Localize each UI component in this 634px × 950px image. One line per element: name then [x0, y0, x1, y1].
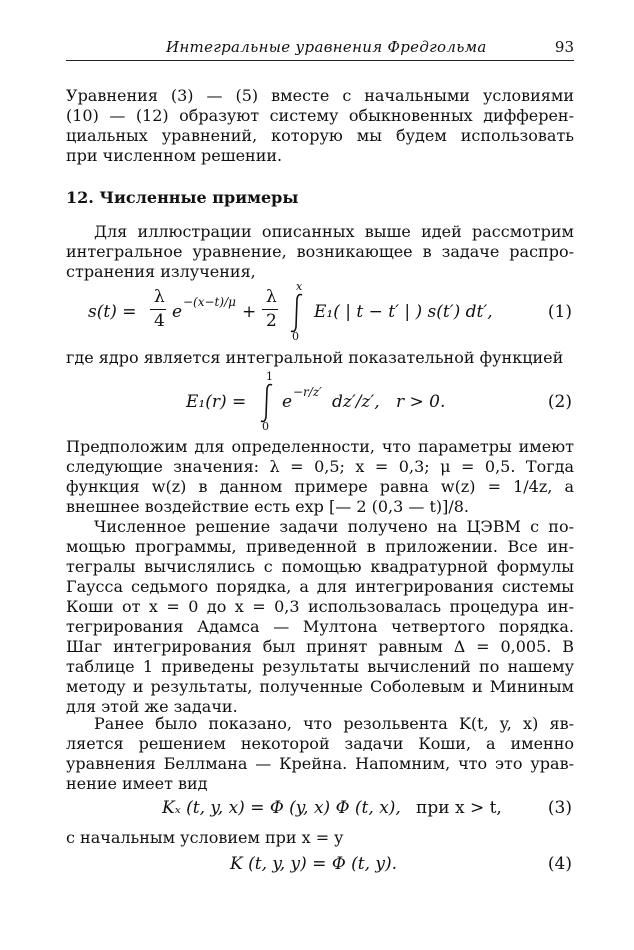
fraction-bar: [262, 309, 278, 310]
running-title: Интегральные уравнения Фредгольма: [166, 38, 487, 56]
eq1-number: (1): [547, 302, 572, 322]
text-line: Гаусса седьмого порядка, а для интегрирования системы: [66, 577, 574, 596]
text-line: Ранее было показано, что резольвента K(t, y, x) яв-: [94, 714, 574, 733]
eq2-condition: r > 0.: [396, 392, 446, 412]
eq1-lhs: s(t) =: [88, 302, 137, 322]
eq2-int-upper: 1: [266, 370, 273, 383]
text-line: Коши от x = 0 до x = 0,3 использовалась процедура ин-: [66, 597, 574, 616]
text-line: таблице 1 приведены результаты вычислений по нашему: [66, 657, 574, 676]
text-line: где ядро является интегральной показательной функцией: [66, 348, 564, 367]
eq1-frac2-num: λ: [266, 287, 277, 307]
text-line: тегрирования Адамса — Мултона четвертого порядка.: [66, 617, 574, 636]
text-line: Численное решение задачи получено на ЦЭВМ с по-: [94, 517, 574, 536]
paragraph-7: [66, 828, 574, 848]
header-rule: [66, 60, 574, 61]
integral-sign-icon: [258, 383, 278, 423]
equation-4: [66, 852, 574, 880]
equation-3: [66, 796, 574, 824]
eq1-int-lower: 0: [292, 330, 299, 343]
text-line: при численном решении.: [66, 146, 283, 165]
paragraph-2: [66, 222, 574, 282]
text-line: Шаг интегрирования был принят равным Δ = 0,005. В: [66, 637, 574, 656]
paragraph-5: [66, 517, 574, 717]
eq4-number: (4): [547, 854, 572, 874]
page-number: 93: [554, 38, 574, 56]
paragraph-3: [66, 348, 574, 368]
eq1-exp-base: e: [172, 302, 183, 322]
eq1-frac2-den: 2: [266, 311, 277, 331]
eq2-lhs: E₁(r) =: [186, 392, 247, 412]
equation-2: [66, 370, 574, 436]
paragraph-4: [66, 437, 574, 517]
text-line: Уравнения (3) — (5) вместе с начальными условиями: [66, 86, 574, 105]
section-heading: 12. Численные примеры: [66, 188, 299, 207]
text-line: циальных уравнений, которую мы будем использовать: [66, 126, 574, 145]
page-header: [66, 38, 574, 62]
eq2-exp-base: e: [282, 392, 293, 412]
eq1-integrand: E₁( | t − t′ | ) s(t′) dt′,: [314, 302, 493, 322]
text-line: методу и результаты, полученные Соболевым и Мининым: [66, 677, 574, 696]
text-line: следующие значения: λ = 0,5; x = 0,3; μ = 0,5. Тогда: [66, 457, 574, 476]
text-line: ляется решением некоторой задачи Коши, а именно: [66, 734, 574, 753]
text-line: Предположим для определенности, что параметры имеют: [66, 437, 574, 456]
paragraph-6: [66, 714, 574, 794]
eq1-frac1-num: λ: [154, 287, 165, 307]
fraction-bar: [150, 309, 166, 310]
text-line: функция w(z) в данном примере равна w(z) = 1/4z, а: [66, 477, 574, 496]
eq3-condition: при x > t,: [416, 798, 502, 818]
text-line: (10) — (12) образуют систему обыкновенных дифферен-: [66, 106, 574, 125]
eq1-plus: +: [242, 302, 257, 322]
text-line: для этой же задачи.: [66, 697, 238, 716]
eq3-body: Kₓ (t, y, x) = Φ (y, x) Φ (t, x),: [162, 798, 401, 818]
text-line: Для иллюстрации описанных выше идей рассмотрим: [94, 222, 574, 241]
text-line: мощью программы, приведенной в приложении. Все ин-: [66, 537, 574, 556]
text-line: тегралы вычислялись с помощью квадратурной формулы: [66, 557, 574, 576]
eq2-integrand: dz′/z′,: [332, 392, 380, 412]
text-line: странения излучения,: [66, 262, 256, 281]
text-line: с начальным условием при x = y: [66, 828, 344, 847]
text-line: уравнения Беллмана — Крейна. Напомним, что это урав-: [66, 754, 574, 773]
eq1-exp-sup: −(x−t)/μ: [183, 295, 236, 309]
text-line: нение имеет вид: [66, 774, 208, 793]
eq4-body: K (t, y, y) = Φ (t, y).: [230, 854, 398, 874]
eq1-int-upper: x: [296, 280, 303, 293]
text-line: внешнее воздействие есть exp [— 2 (0,3 — t)]/8.: [66, 497, 470, 516]
eq2-int-lower: 0: [262, 420, 269, 433]
integral-sign-icon: [288, 293, 308, 333]
paragraph-1: [66, 86, 574, 166]
eq1-frac1-den: 4: [154, 311, 165, 331]
equation-1: [66, 280, 574, 346]
eq3-number: (3): [547, 798, 572, 818]
text-line: интегральное уравнение, возникающее в задаче распро-: [66, 242, 574, 261]
eq2-number: (2): [547, 392, 572, 412]
eq2-exp-sup: −r/z′: [293, 385, 322, 399]
